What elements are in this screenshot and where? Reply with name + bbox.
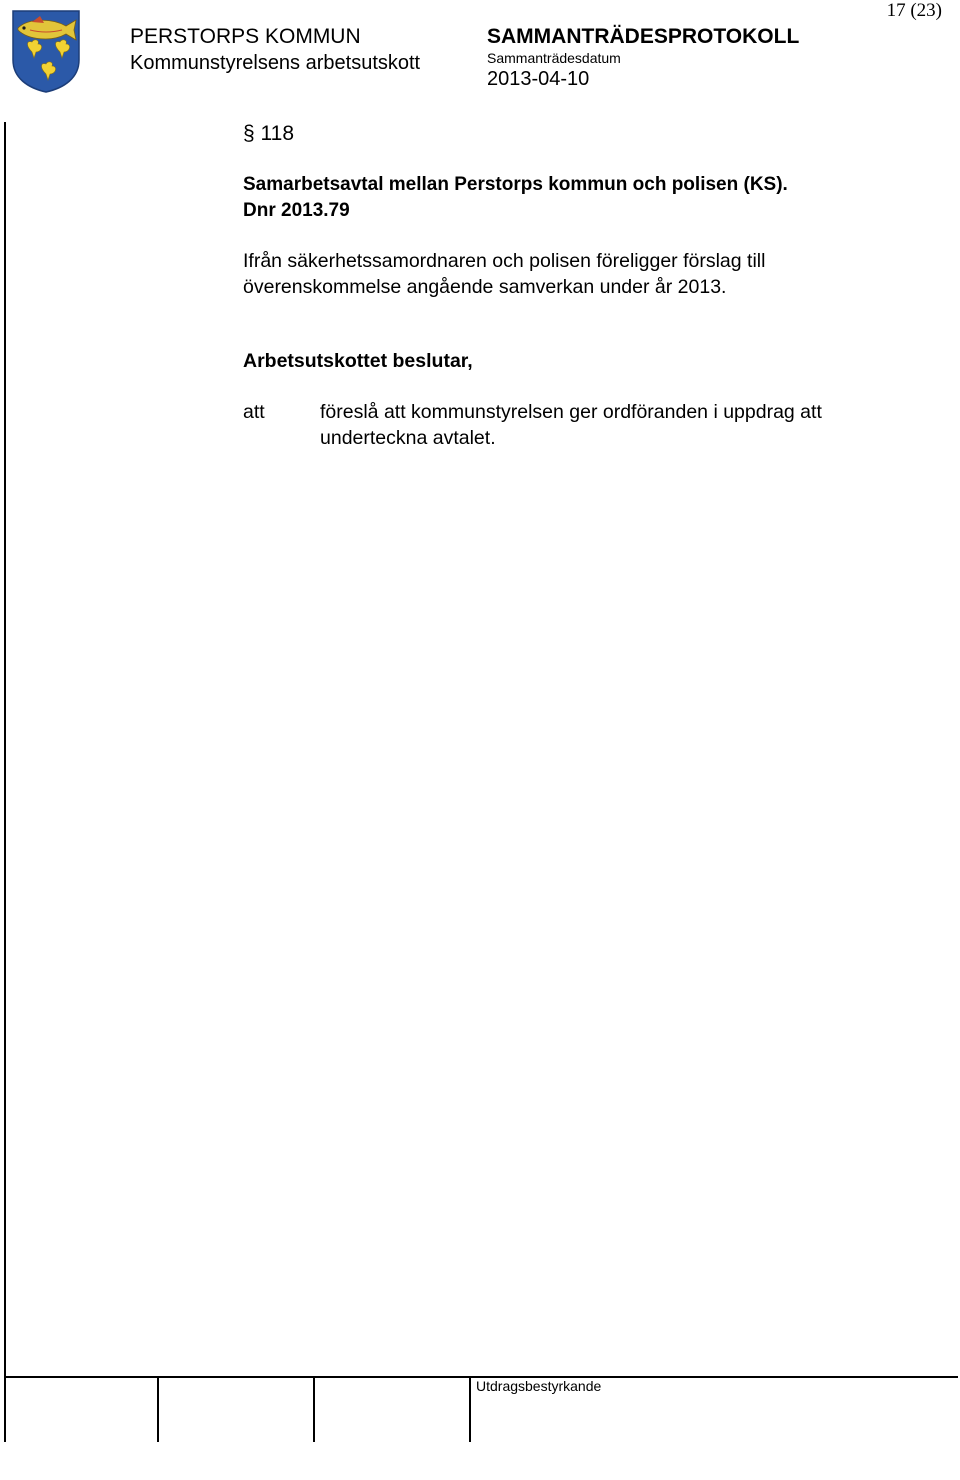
left-margin-rule bbox=[4, 122, 6, 1442]
decision-att: att bbox=[243, 401, 265, 423]
municipal-coat-of-arms bbox=[10, 8, 82, 94]
committee-name: Kommunstyrelsens arbetsutskott bbox=[130, 52, 421, 74]
footer-signature-divider bbox=[157, 1376, 159, 1442]
document-type: SAMMANTRÄDESPROTOKOLL bbox=[487, 25, 800, 48]
paragraph-number: § 118 bbox=[243, 122, 294, 145]
section-title-line: Dnr 2013.79 bbox=[243, 200, 350, 221]
certification-label: Utdragsbestyrkande bbox=[476, 1378, 602, 1394]
meeting-date-value: 2013-04-10 bbox=[487, 68, 590, 90]
footer-signature-divider bbox=[469, 1376, 471, 1442]
section-title-line: Samarbetsavtal mellan Perstorps kommun och polisen (KS). bbox=[243, 174, 788, 195]
intro-paragraph: Ifrån säkerhetssamordnaren och polisen föreligger förslag till överenskommelse angående samverkan under år 2013. bbox=[243, 250, 766, 298]
page-number: 17 (23) bbox=[886, 0, 942, 21]
footer-signature-divider bbox=[313, 1376, 315, 1442]
organization-name: PERSTORPS KOMMUN bbox=[130, 25, 361, 48]
meeting-date-label: Sammanträdesdatum bbox=[487, 50, 621, 66]
decision-text: föreslå att kommunstyrelsen ger ordföranden i uppdrag att underteckna avtalet. bbox=[320, 401, 822, 449]
decision-title: Arbetsutskottet beslutar, bbox=[243, 350, 473, 372]
section-title bbox=[243, 172, 883, 224]
